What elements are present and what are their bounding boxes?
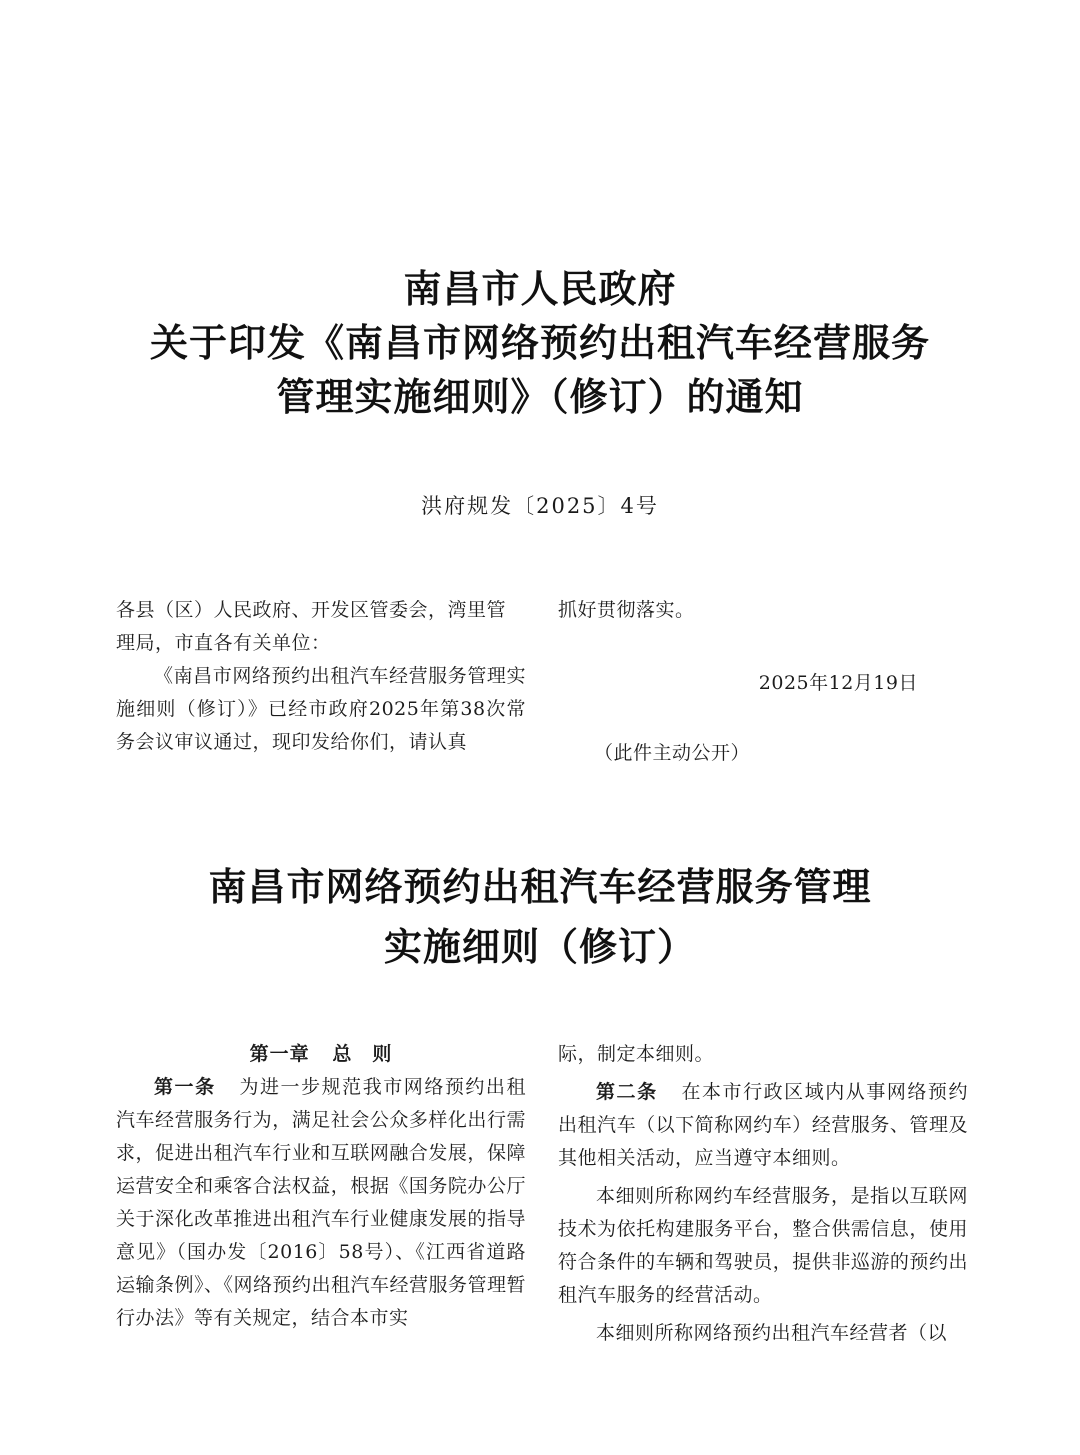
publicity-note: （此件主动公开） [594, 742, 751, 764]
regulation-title [0, 860, 1080, 974]
regulation-left-column [116, 1038, 526, 1335]
chapter-heading [116, 1038, 526, 1071]
regulation-right-column [558, 1038, 968, 1350]
article-2-paragraph-2: 本细则所称网约车经营服务，是指以互联网技术为依托构建服务平台，整合供需信息，使用符合条件的车辆和驾驶员，提供非巡游的预约出租汽车服务的经营活动。 [558, 1185, 968, 1306]
notice-title-line-3: 管理实施细则》（修订）的通知 [276, 374, 804, 419]
regulation-title-line-1: 南昌市网络预约出租汽车经营服务管理 [208, 864, 872, 909]
chapter-label: 第一章 [249, 1043, 310, 1065]
document-number: 洪府规发〔2025〕4号 [421, 494, 659, 518]
notice-right-column [558, 594, 968, 627]
notice-title [0, 262, 1080, 424]
notice-title-line-2: 关于印发《南昌市网络预约出租汽车经营服务 [149, 320, 930, 365]
notice-title-line-1: 南昌市人民政府 [403, 266, 677, 311]
notice-body-continued: 抓好贯彻落实。 [558, 599, 695, 621]
article-2-text: 在本市行政区域内从事网络预约出租汽车（以下简称网约车）经营服务、管理及其他相关活动，应当遵守本细则。 [558, 1081, 968, 1169]
article-1-continued: 际，制定本细则。 [558, 1043, 715, 1065]
article-1-text: 为进一步规范我市网络预约出租汽车经营服务行为，满足社会公众多样化出行需求，促进出租汽车行业和互联网融合发展，保障运营安全和乘客合法权益，根据《国务院办公厅关于深化改革推进出租汽车行业健康发展的指导意见》（国办发〔2016〕58号）、《江西省道路运输条例》、《网络预约出租汽车经营服务管理暂行办法》等有关规定，结合本市实 [116, 1076, 527, 1329]
notice-left-column [116, 594, 526, 759]
article-1-label: 第一条 [154, 1076, 216, 1098]
article-2-paragraph-3: 本细则所称网络预约出租汽车经营者（以 [596, 1322, 948, 1344]
article-2-label: 第二条 [596, 1081, 658, 1103]
notice-body: 《南昌市网络预约出租汽车经营服务管理实施细则（修订）》已经市政府2025年第38次常务会议审议通过，现印发给你们，请认真 [116, 665, 526, 753]
chapter-name: 总 则 [332, 1043, 393, 1065]
addressee-line-2: 理局，市直各有关单位： [116, 632, 331, 654]
article-2 [558, 1076, 968, 1175]
notice-date: 2025年12月19日 [758, 672, 918, 694]
regulation-title-line-2: 实施细则（修订） [383, 924, 696, 969]
article-1 [116, 1071, 526, 1335]
addressee-line-1: 各县（区）人民政府、开发区管委会，湾里管 [116, 599, 507, 621]
